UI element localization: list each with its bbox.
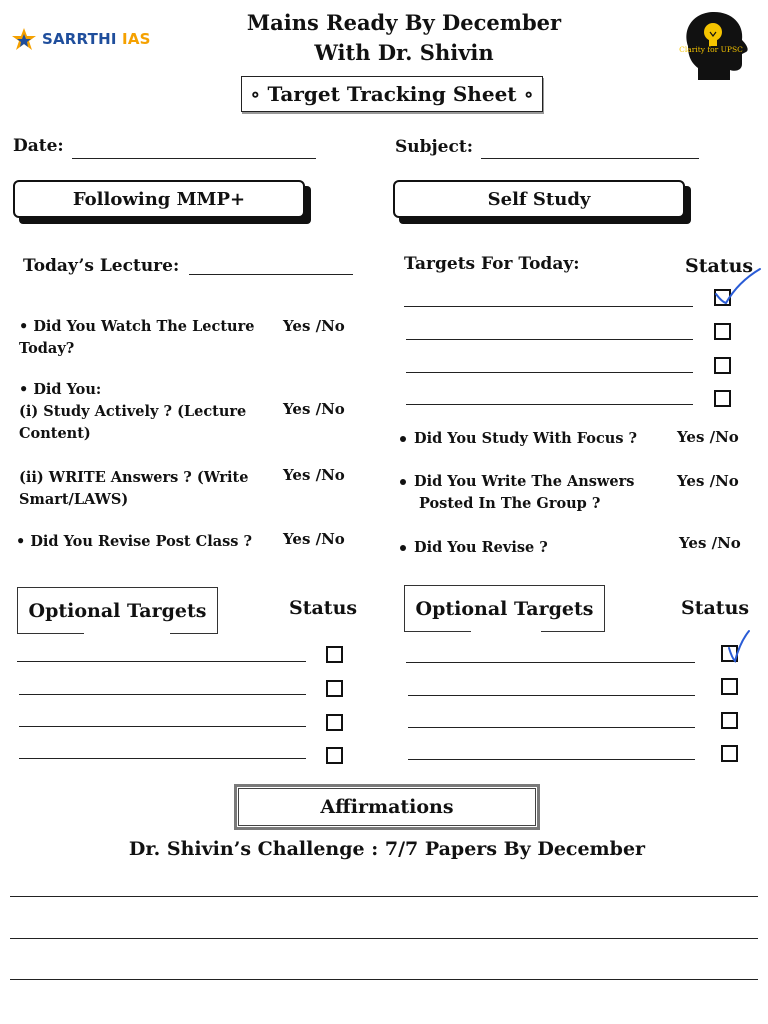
- left-optional-line-1[interactable]: [17, 661, 306, 662]
- target-checkbox-4[interactable]: [714, 390, 731, 407]
- upsc-logo: [672, 8, 752, 84]
- right-optional-line-1[interactable]: [406, 662, 695, 663]
- right-optional-status-label: Status: [681, 597, 750, 619]
- right-optional-targets-box: [404, 585, 605, 632]
- affirmation-line-2[interactable]: [10, 938, 758, 939]
- right-optional-line-4[interactable]: [408, 759, 695, 760]
- sarrthi-logo: [10, 26, 151, 52]
- left-optional-checkbox-3[interactable]: [326, 714, 343, 731]
- target-line-3[interactable]: [406, 372, 693, 373]
- challenge-text: Dr. Shivin’s Challenge : 7/7 Papers By December: [128, 838, 646, 860]
- right-optional-checkbox-3[interactable]: [721, 712, 738, 729]
- target-checkbox-2[interactable]: [714, 323, 731, 340]
- left-optional-targets-title: Optional Targets: [28, 599, 207, 622]
- left-optional-line-3[interactable]: [19, 726, 306, 727]
- page-title-line2: With Dr. Shivin: [314, 40, 494, 65]
- right-optional-checkbox-4[interactable]: [721, 745, 738, 762]
- answer-revise-post-class[interactable]: Yes /No: [283, 530, 345, 548]
- answer-revise[interactable]: Yes /No: [679, 534, 741, 552]
- question-revise: Did You Revise ?: [400, 537, 548, 559]
- checkmark-icon: [726, 628, 752, 664]
- answer-watch-lecture[interactable]: Yes /No: [283, 317, 345, 335]
- question-write-answers-group: Did You Write The Answers Posted In The Group ?: [400, 471, 634, 515]
- question-watch-lecture: • Did You Watch The Lecture Today?: [19, 318, 255, 357]
- star-logo-icon: [10, 26, 38, 52]
- answer-write-answers-group[interactable]: Yes /No: [677, 472, 739, 490]
- logo-text: SARRTHI IAS: [42, 30, 151, 48]
- question-revise-post-class: • Did You Revise Post Class ?: [16, 533, 252, 550]
- left-optional-line-2[interactable]: [19, 694, 306, 695]
- left-optional-checkbox-4[interactable]: [326, 747, 343, 764]
- todays-lecture-label: Today’s Lecture:: [23, 256, 180, 276]
- target-checkbox-3[interactable]: [714, 357, 731, 374]
- logo-tagline: Clarity for UPSC: [679, 45, 743, 54]
- left-optional-checkbox-2[interactable]: [326, 680, 343, 697]
- following-mmp-label: Following MMP+: [13, 180, 305, 218]
- lightbulb-head-icon: [672, 8, 752, 80]
- left-optional-status-label: Status: [289, 597, 358, 619]
- sheet-title: ∘ Target Tracking Sheet ∘: [241, 76, 543, 112]
- following-mmp-box: [13, 180, 305, 218]
- target-line-1[interactable]: [404, 306, 693, 307]
- affirmations-title: Affirmations: [238, 788, 536, 826]
- left-optional-checkbox-1[interactable]: [326, 646, 343, 663]
- answer-study-actively[interactable]: Yes /No: [283, 400, 345, 418]
- date-label: Date:: [13, 136, 64, 156]
- target-line-2[interactable]: [406, 339, 693, 340]
- left-optional-targets-box: [17, 587, 218, 634]
- subject-label: Subject:: [395, 137, 473, 157]
- answer-study-focus[interactable]: Yes /No: [677, 428, 739, 446]
- checkmark-icon: [712, 266, 764, 306]
- right-optional-targets-title: Optional Targets: [415, 597, 594, 620]
- self-study-box: [393, 180, 685, 218]
- subject-field[interactable]: [481, 158, 699, 159]
- affirmation-line-1[interactable]: [10, 896, 758, 897]
- right-optional-line-2[interactable]: [408, 695, 695, 696]
- target-line-4[interactable]: [406, 404, 693, 405]
- lecture-field[interactable]: [189, 274, 353, 275]
- self-study-label: Self Study: [393, 180, 685, 218]
- answer-write-answers[interactable]: Yes /No: [283, 466, 345, 484]
- right-optional-line-3[interactable]: [408, 727, 695, 728]
- question-write-answers: (ii) WRITE Answers ? (Write Smart/LAWS): [19, 469, 249, 508]
- targets-status-label: Status: [685, 255, 754, 277]
- affirmation-line-3[interactable]: [10, 979, 758, 980]
- page-title-line1: Mains Ready By December: [246, 10, 562, 35]
- question-study-actively: • Did You: (i) Study Actively ? (Lecture Content): [19, 381, 247, 442]
- right-optional-checkbox-2[interactable]: [721, 678, 738, 695]
- left-optional-line-4[interactable]: [19, 758, 306, 759]
- date-field[interactable]: [72, 158, 316, 159]
- targets-for-today-label: Targets For Today:: [404, 254, 580, 274]
- affirmations-box: [234, 784, 540, 830]
- question-study-focus: Did You Study With Focus ?: [400, 428, 637, 450]
